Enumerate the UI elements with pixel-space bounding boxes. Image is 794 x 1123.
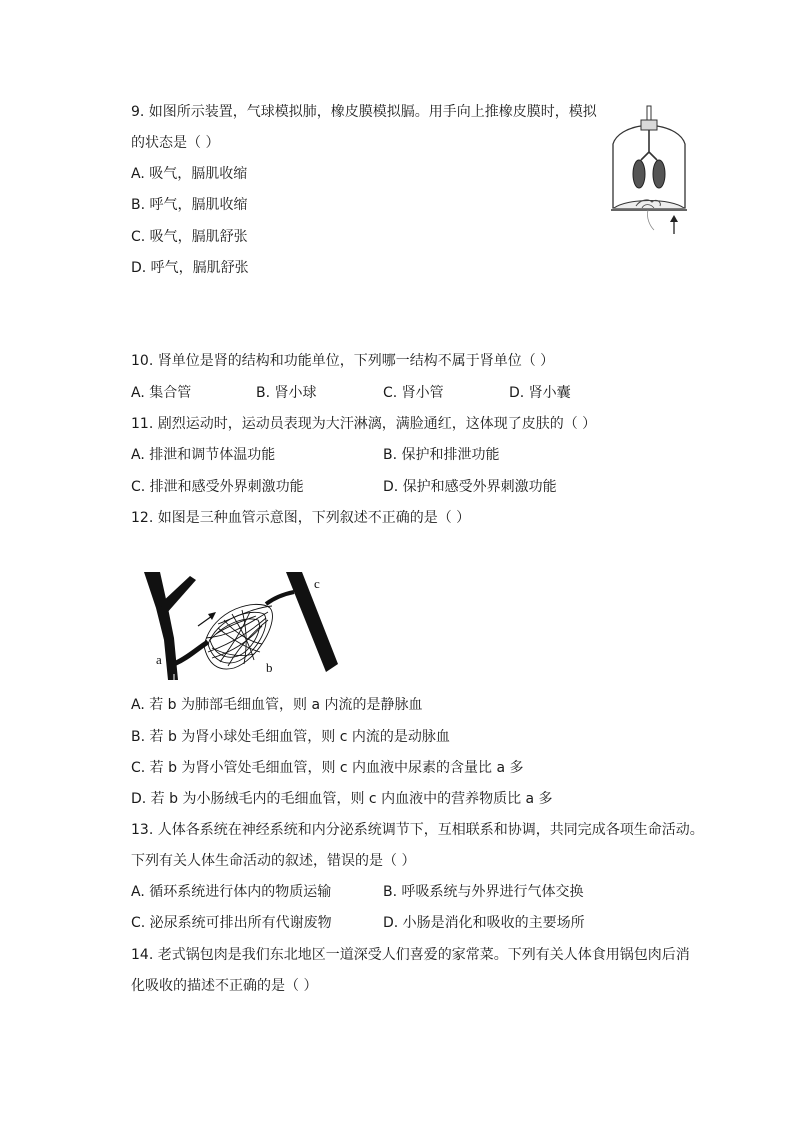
q13-stem-line2: 下列有关人体生命活动的叙述，错误的是（ ） <box>131 853 416 869</box>
q13-stem-line1: 13. 人体各系统在神经系统和内分泌系统调节下，互相联系和协调，共同完成各项生命活动。 <box>131 822 704 838</box>
vessel-label-c: c <box>314 576 320 591</box>
q10-option-d[interactable]: D. 肾小囊 <box>509 385 571 401</box>
blood-vessel-figure <box>138 568 344 684</box>
vessel-label-b: b <box>266 660 273 675</box>
q12-option-b[interactable]: B. 若 b 为肾小球处毛细血管，则 c 内流的是动脉血 <box>131 729 450 745</box>
vessel-label-a: a <box>156 652 162 667</box>
q10-option-a[interactable]: A. 集合管 <box>131 385 192 401</box>
q11-option-d[interactable]: D. 保护和感受外界刺激功能 <box>383 479 557 495</box>
q9-option-d[interactable]: D. 呼气，膈肌舒张 <box>131 260 249 276</box>
q13-option-d[interactable]: D. 小肠是消化和吸收的主要场所 <box>383 915 585 931</box>
q10-option-c[interactable]: C. 肾小管 <box>383 385 444 401</box>
q11-stem: 11. 剧烈运动时，运动员表现为大汗淋漓，满脸通红，这体现了皮肤的（ ） <box>131 416 597 432</box>
q9-stem-line1: 9. 如图所示装置，气球模拟肺，橡皮膜模拟膈。用手向上推橡皮膜时，模拟 <box>131 104 597 120</box>
bell-jar-lung-model-figure <box>608 104 692 240</box>
q10-stem: 10. 肾单位是肾的结构和功能单位，下列哪一结构不属于肾单位（ ） <box>131 353 555 369</box>
q9-stem-line2: 的状态是（ ） <box>131 135 220 151</box>
q12-option-c[interactable]: C. 若 b 为肾小管处毛细血管，则 c 内血液中尿素的含量比 a 多 <box>131 760 524 776</box>
q11-option-c[interactable]: C. 排泄和感受外界刺激功能 <box>131 479 304 495</box>
q13-option-c[interactable]: C. 泌尿系统可排出所有代谢废物 <box>131 915 332 931</box>
q9-option-c[interactable]: C. 吸气，膈肌舒张 <box>131 229 248 245</box>
q11-option-b[interactable]: B. 保护和排泄功能 <box>383 447 500 463</box>
q12-option-a[interactable]: A. 若 b 为肺部毛细血管，则 a 内流的是静脉血 <box>131 697 423 713</box>
q10-option-b[interactable]: B. 肾小球 <box>256 385 317 401</box>
q14-stem-line1: 14. 老式锅包肉是我们东北地区一道深受人们喜爱的家常菜。下列有关人体食用锅包肉后消 <box>131 947 690 963</box>
q9-option-a[interactable]: A. 吸气，膈肌收缩 <box>131 166 248 182</box>
q12-option-d[interactable]: D. 若 b 为小肠绒毛内的毛细血管，则 c 内血液中的营养物质比 a 多 <box>131 791 553 807</box>
q14-stem-line2: 化吸收的描述不正确的是（ ） <box>131 978 318 994</box>
q9-option-b[interactable]: B. 呼气，膈肌收缩 <box>131 197 248 213</box>
q13-option-b[interactable]: B. 呼吸系统与外界进行气体交换 <box>383 884 584 900</box>
q11-option-a[interactable]: A. 排泄和调节体温功能 <box>131 447 276 463</box>
q12-stem: 12. 如图是三种血管示意图，下列叙述不正确的是（ ） <box>131 510 471 526</box>
q13-option-a[interactable]: A. 循环系统进行体内的物质运输 <box>131 884 332 900</box>
